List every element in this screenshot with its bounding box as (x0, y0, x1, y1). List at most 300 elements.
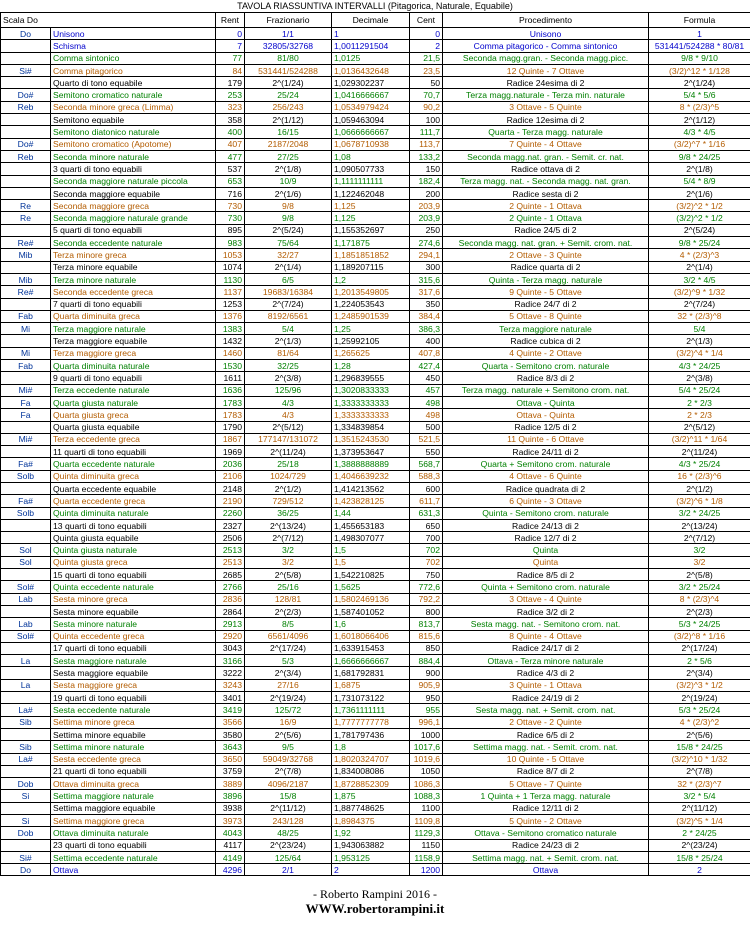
formula-cell: 2^(11/24) (649, 446, 750, 458)
fraction-cell: 4/3 (245, 409, 332, 421)
interval-name-cell: Quarta giusta naturale (51, 396, 216, 408)
table-row (1, 187, 750, 199)
note-cell (1, 114, 51, 126)
note-cell: Re# (1, 286, 51, 298)
interval-name-cell: Quarta eccedente greca (51, 495, 216, 507)
table-row (1, 458, 750, 470)
formula-cell: 2^(2/3) (649, 605, 750, 617)
decimal-cell: 1,090507733 (332, 163, 410, 175)
note-cell (1, 421, 51, 433)
procedure-cell: Settima magg. nat. - Semit. crom. nat. (443, 741, 649, 753)
formula-cell: 2^(5/8) (649, 569, 750, 581)
note-cell (1, 163, 51, 175)
decimal-cell: 1,08 (332, 150, 410, 162)
fraction-cell: 2^(5/24) (245, 224, 332, 236)
table-row (1, 138, 750, 150)
rent-cell: 1383 (216, 323, 245, 335)
procedure-cell: Ottava - Terza minore naturale (443, 655, 649, 667)
table-row (1, 741, 750, 753)
header-scala: Scala Do (1, 13, 216, 28)
note-cell: Si# (1, 851, 51, 863)
rent-cell: 77 (216, 52, 245, 64)
cent-cell: 113,7 (410, 138, 443, 150)
note-cell (1, 728, 51, 740)
interval-name-cell: Sesta maggiore naturale (51, 655, 216, 667)
table-header-row (1, 13, 750, 28)
table-row (1, 212, 750, 224)
cent-cell: 1088,3 (410, 790, 443, 802)
cent-cell: 1017,6 (410, 741, 443, 753)
decimal-cell: 1,953125 (332, 851, 410, 863)
procedure-cell: 6 Quinte - 3 Ottave (443, 495, 649, 507)
cent-cell: 50 (410, 77, 443, 89)
fraction-cell: 2^(7/12) (245, 532, 332, 544)
decimal-cell: 1,0136432648 (332, 64, 410, 76)
formula-cell: 32 * (2/3)^7 (649, 778, 750, 790)
note-cell: Mib (1, 249, 51, 261)
cent-cell: 955 (410, 704, 443, 716)
formula-cell: 8 * (2/3)^4 (649, 593, 750, 605)
fraction-cell: 2^(1/4) (245, 261, 332, 273)
formula-cell: 2^(7/8) (649, 765, 750, 777)
table-row (1, 335, 750, 347)
cent-cell: 70,7 (410, 89, 443, 101)
interval-name-cell: Quinta giusta greca (51, 556, 216, 568)
fraction-cell: 4096/2187 (245, 778, 332, 790)
fraction-cell: 2^(7/8) (245, 765, 332, 777)
note-cell: La# (1, 704, 51, 716)
cent-cell: 1200 (410, 864, 443, 876)
note-cell (1, 187, 51, 199)
interval-name-cell: 9 quarti di tono equabili (51, 372, 216, 384)
table-row (1, 851, 750, 863)
table-row (1, 581, 750, 593)
table-row (1, 298, 750, 310)
cent-cell: 1109,8 (410, 815, 443, 827)
fraction-cell: 2^(3/4) (245, 667, 332, 679)
formula-cell: (3/2)^8 * 1/16 (649, 630, 750, 642)
fraction-cell: 2^(2/3) (245, 605, 332, 617)
table-row (1, 40, 750, 52)
note-cell: Do# (1, 89, 51, 101)
cent-cell: 1100 (410, 802, 443, 814)
interval-name-cell: Terza maggiore greca (51, 347, 216, 359)
cent-cell: 21,5 (410, 52, 443, 64)
procedure-cell: Radice 24/23 di 2 (443, 839, 649, 851)
cent-cell: 498 (410, 396, 443, 408)
procedure-cell: 5 Quinte - 2 Ottave (443, 815, 649, 827)
procedure-cell: Settima magg. nat. + Semit. crom. nat. (443, 851, 649, 863)
procedure-cell: Radice 24esima di 2 (443, 77, 649, 89)
formula-cell: 3/2 * 24/25 (649, 507, 750, 519)
fraction-cell: 2^(1/12) (245, 114, 332, 126)
rent-cell: 3643 (216, 741, 245, 753)
rent-cell: 1867 (216, 433, 245, 445)
table-row (1, 347, 750, 359)
table-row (1, 433, 750, 445)
procedure-cell: Ottava - Quinta (443, 409, 649, 421)
fraction-cell: 2187/2048 (245, 138, 332, 150)
rent-cell: 3243 (216, 679, 245, 691)
procedure-cell: Radice 24/13 di 2 (443, 519, 649, 531)
rent-cell: 3759 (216, 765, 245, 777)
cent-cell: 550 (410, 446, 443, 458)
cent-cell: 568,7 (410, 458, 443, 470)
rent-cell: 179 (216, 77, 245, 89)
note-cell (1, 519, 51, 531)
fraction-cell: 2^(1/2) (245, 482, 332, 494)
table-row (1, 237, 750, 249)
header-procedimento: Procedimento (443, 13, 649, 28)
intervals-table (0, 12, 750, 876)
note-cell: Sol# (1, 630, 51, 642)
decimal-cell: 1,125 (332, 212, 410, 224)
decimal-cell: 1,5802469136 (332, 593, 410, 605)
decimal-cell: 1,1111111111 (332, 175, 410, 187)
note-cell: Mi# (1, 433, 51, 445)
cent-cell: 250 (410, 224, 443, 236)
note-cell: Do (1, 864, 51, 876)
fraction-cell: 48/25 (245, 827, 332, 839)
rent-cell: 2864 (216, 605, 245, 617)
note-cell: Reb (1, 101, 51, 113)
decimal-cell: 1,265625 (332, 347, 410, 359)
table-row (1, 630, 750, 642)
table-row (1, 667, 750, 679)
fraction-cell: 16/9 (245, 716, 332, 728)
fraction-cell: 27/16 (245, 679, 332, 691)
table-row (1, 482, 750, 494)
cent-cell: 386,3 (410, 323, 443, 335)
cent-cell: 274,6 (410, 237, 443, 249)
procedure-cell: Terza magg. naturale + Semitono crom. nat. (443, 384, 649, 396)
rent-cell: 895 (216, 224, 245, 236)
formula-cell: 2^(13/24) (649, 519, 750, 531)
table-row (1, 249, 750, 261)
fraction-cell: 6/5 (245, 273, 332, 285)
formula-cell: 2^(1/8) (649, 163, 750, 175)
formula-cell: (3/2)^2 * 1/2 (649, 212, 750, 224)
interval-name-cell: Quinta eccedente naturale (51, 581, 216, 593)
procedure-cell: Radice 12esima di 2 (443, 114, 649, 126)
procedure-cell: Seconda magg.gran. - Seconda magg.picc. (443, 52, 649, 64)
formula-cell: (3/2)^2 * 1/2 (649, 200, 750, 212)
table-row (1, 150, 750, 162)
table-row (1, 692, 750, 704)
rent-cell: 7 (216, 40, 245, 52)
decimal-cell: 1,25 (332, 323, 410, 335)
interval-name-cell: Terza minore naturale (51, 273, 216, 285)
cent-cell: 850 (410, 642, 443, 654)
table-row (1, 310, 750, 322)
decimal-cell: 1,224053543 (332, 298, 410, 310)
note-cell (1, 298, 51, 310)
procedure-cell: 3 Ottave - 4 Quinte (443, 593, 649, 605)
note-cell (1, 175, 51, 187)
fraction-cell: 5/3 (245, 655, 332, 667)
table-row (1, 802, 750, 814)
formula-cell: 16 * (2/3)^6 (649, 470, 750, 482)
rent-cell: 400 (216, 126, 245, 138)
procedure-cell: 5 Ottave - 7 Quinte (443, 778, 649, 790)
formula-cell: 2^(5/12) (649, 421, 750, 433)
footer-author: - Roberto Rampini 2016 - (313, 887, 437, 901)
procedure-cell: Radice 8/7 di 2 (443, 765, 649, 777)
interval-name-cell: Ottava diminuita naturale (51, 827, 216, 839)
interval-name-cell: Seconda maggiore naturale grande (51, 212, 216, 224)
decimal-cell: 1,6666666667 (332, 655, 410, 667)
procedure-cell: Quarta + Semitono crom. naturale (443, 458, 649, 470)
table-row (1, 175, 750, 187)
fraction-cell: 2^(5/8) (245, 569, 332, 581)
decimal-cell: 1,3515243530 (332, 433, 410, 445)
formula-cell: 3/2 * 4/5 (649, 273, 750, 285)
note-cell: Fab (1, 360, 51, 372)
formula-cell: 3/2 (649, 556, 750, 568)
fraction-cell: 125/64 (245, 851, 332, 863)
note-cell: Solb (1, 470, 51, 482)
fraction-cell: 2^(5/6) (245, 728, 332, 740)
cent-cell: 1019,6 (410, 753, 443, 765)
decimal-cell: 1,834008086 (332, 765, 410, 777)
rent-cell: 2106 (216, 470, 245, 482)
table-row (1, 790, 750, 802)
rent-cell: 983 (216, 237, 245, 249)
procedure-cell: Radice 12/7 di 2 (443, 532, 649, 544)
table-row (1, 704, 750, 716)
decimal-cell: 1,0011291504 (332, 40, 410, 52)
procedure-cell: Radice 6/5 di 2 (443, 728, 649, 740)
fraction-cell: 3/2 (245, 556, 332, 568)
table-row (1, 839, 750, 851)
procedure-cell: Terza maggiore naturale (443, 323, 649, 335)
procedure-cell: 8 Quinte - 4 Ottave (443, 630, 649, 642)
fraction-cell: 25/18 (245, 458, 332, 470)
note-cell: Lab (1, 593, 51, 605)
cent-cell: 800 (410, 605, 443, 617)
interval-name-cell: Terza maggiore naturale (51, 323, 216, 335)
fraction-cell: 6561/4096 (245, 630, 332, 642)
fraction-cell: 729/512 (245, 495, 332, 507)
cent-cell: 884,4 (410, 655, 443, 667)
cent-cell: 996,1 (410, 716, 443, 728)
formula-cell: (3/2)^3 * 1/2 (649, 679, 750, 691)
procedure-cell: Radice 4/3 di 2 (443, 667, 649, 679)
procedure-cell: 3 Quinte - 1 Ottava (443, 679, 649, 691)
decimal-cell: 1,7361111111 (332, 704, 410, 716)
note-cell (1, 532, 51, 544)
interval-name-cell: 3 quarti di tono equabili (51, 163, 216, 175)
table-row (1, 618, 750, 630)
table-row (1, 507, 750, 519)
table-row (1, 396, 750, 408)
fraction-cell: 10/9 (245, 175, 332, 187)
fraction-cell: 531441/524288 (245, 64, 332, 76)
decimal-cell: 1,5 (332, 544, 410, 556)
decimal-cell: 1,8728852309 (332, 778, 410, 790)
note-cell: Re (1, 212, 51, 224)
interval-name-cell: Quinta giusta equabile (51, 532, 216, 544)
fraction-cell: 2^(23/24) (245, 839, 332, 851)
note-cell (1, 482, 51, 494)
rent-cell: 4149 (216, 851, 245, 863)
note-cell: Sib (1, 716, 51, 728)
formula-cell: 531441/524288 * 80/81 (649, 40, 750, 52)
decimal-cell: 1,731073122 (332, 692, 410, 704)
cent-cell: 150 (410, 163, 443, 175)
note-cell: Re (1, 200, 51, 212)
note-cell: Dob (1, 827, 51, 839)
formula-cell: (3/2)^7 * 1/16 (649, 138, 750, 150)
procedure-cell: Radice sesta di 2 (443, 187, 649, 199)
formula-cell: 2^(3/4) (649, 667, 750, 679)
note-cell: Reb (1, 150, 51, 162)
interval-name-cell: Sesta minore equabile (51, 605, 216, 617)
table-row (1, 495, 750, 507)
rent-cell: 3222 (216, 667, 245, 679)
rent-cell: 3043 (216, 642, 245, 654)
cent-cell: 905,9 (410, 679, 443, 691)
note-cell (1, 77, 51, 89)
rent-cell: 358 (216, 114, 245, 126)
interval-name-cell: Ottava diminuita greca (51, 778, 216, 790)
fraction-cell: 9/5 (245, 741, 332, 753)
formula-cell: 2^(1/2) (649, 482, 750, 494)
interval-name-cell: Sesta maggiore greca (51, 679, 216, 691)
note-cell: Lab (1, 618, 51, 630)
decimal-cell: 1,5625 (332, 581, 410, 593)
formula-cell: 2 (649, 864, 750, 876)
fraction-cell: 9/8 (245, 200, 332, 212)
cent-cell: 133,2 (410, 150, 443, 162)
rent-cell: 2913 (216, 618, 245, 630)
note-cell: La# (1, 753, 51, 765)
procedure-cell: 1 Quinta + 1 Terza magg. naturale (443, 790, 649, 802)
rent-cell: 3580 (216, 728, 245, 740)
decimal-cell: 1,2013549805 (332, 286, 410, 298)
procedure-cell: 5 Ottave - 8 Quinte (443, 310, 649, 322)
decimal-cell: 1,373953647 (332, 446, 410, 458)
procedure-cell: Quarta - Terza magg. naturale (443, 126, 649, 138)
formula-cell: (3/2)^10 * 1/32 (649, 753, 750, 765)
interval-name-cell: Settima maggiore greca (51, 815, 216, 827)
note-cell: Fa (1, 396, 51, 408)
decimal-cell: 1,498307077 (332, 532, 410, 544)
note-cell: Fab (1, 310, 51, 322)
interval-name-cell: Quinta giusta naturale (51, 544, 216, 556)
table-row (1, 753, 750, 765)
rent-cell: 3938 (216, 802, 245, 814)
decimal-cell: 1,6018066406 (332, 630, 410, 642)
interval-name-cell: Semitono cromatico naturale (51, 89, 216, 101)
decimal-cell: 1,334839854 (332, 421, 410, 433)
rent-cell: 1074 (216, 261, 245, 273)
cent-cell: 1086,3 (410, 778, 443, 790)
decimal-cell: 1,6875 (332, 679, 410, 691)
cent-cell: 813,7 (410, 618, 443, 630)
rent-cell: 2506 (216, 532, 245, 544)
table-row (1, 519, 750, 531)
fraction-cell: 8192/6561 (245, 310, 332, 322)
cent-cell: 702 (410, 544, 443, 556)
rent-cell: 1969 (216, 446, 245, 458)
note-cell: Re# (1, 237, 51, 249)
note-cell: Do# (1, 138, 51, 150)
fraction-cell: 125/72 (245, 704, 332, 716)
note-cell (1, 335, 51, 347)
cent-cell: 631,3 (410, 507, 443, 519)
cent-cell: 450 (410, 372, 443, 384)
decimal-cell: 1,414213562 (332, 482, 410, 494)
formula-cell: 2^(3/8) (649, 372, 750, 384)
interval-name-cell: Sesta eccedente greca (51, 753, 216, 765)
table-row (1, 421, 750, 433)
formula-cell: 2^(1/3) (649, 335, 750, 347)
interval-name-cell: Settima minore equabile (51, 728, 216, 740)
formula-cell: 9/8 * 24/25 (649, 150, 750, 162)
note-cell (1, 667, 51, 679)
fraction-cell: 59049/32768 (245, 753, 332, 765)
rent-cell: 1636 (216, 384, 245, 396)
procedure-cell: 7 Quinte - 4 Ottave (443, 138, 649, 150)
table-row (1, 52, 750, 64)
table-row (1, 544, 750, 556)
fraction-cell: 243/128 (245, 815, 332, 827)
formula-cell: 2^(1/24) (649, 77, 750, 89)
formula-cell: 2 * 24/25 (649, 827, 750, 839)
note-cell (1, 569, 51, 581)
rent-cell: 730 (216, 212, 245, 224)
procedure-cell: Radice 24/5 di 2 (443, 224, 649, 236)
rent-cell: 1460 (216, 347, 245, 359)
procedure-cell: Unisono (443, 28, 649, 40)
formula-cell: 4 * (2/3)^2 (649, 716, 750, 728)
note-cell (1, 40, 51, 52)
table-row (1, 126, 750, 138)
procedure-cell: 2 Ottave - 2 Quinte (443, 716, 649, 728)
decimal-cell: 1,875 (332, 790, 410, 802)
cent-cell: 2 (410, 40, 443, 52)
formula-cell: 2 * 2/3 (649, 409, 750, 421)
procedure-cell: Quinta + Semitono crom. naturale (443, 581, 649, 593)
interval-name-cell: Terza eccedente greca (51, 433, 216, 445)
decimal-cell: 1 (332, 28, 410, 40)
rent-cell: 3973 (216, 815, 245, 827)
rent-cell: 2190 (216, 495, 245, 507)
interval-name-cell: Seconda minore greca (Limma) (51, 101, 216, 113)
fraction-cell: 32805/32768 (245, 40, 332, 52)
procedure-cell: 10 Quinte - 5 Ottave (443, 753, 649, 765)
interval-name-cell: Quarta eccedente equabile (51, 482, 216, 494)
rent-cell: 1783 (216, 409, 245, 421)
decimal-cell: 1,781797436 (332, 728, 410, 740)
formula-cell: 5/3 * 25/24 (649, 704, 750, 716)
procedure-cell: 9 Quinte - 5 Ottave (443, 286, 649, 298)
note-cell (1, 642, 51, 654)
formula-cell: (3/2)^6 * 1/8 (649, 495, 750, 507)
interval-name-cell: 7 quarti di tono equabili (51, 298, 216, 310)
formula-cell: 32 * (2/3)^8 (649, 310, 750, 322)
formula-cell: 15/8 * 24/25 (649, 741, 750, 753)
fraction-cell: 2^(7/24) (245, 298, 332, 310)
procedure-cell: Radice 12/11 di 2 (443, 802, 649, 814)
table-row (1, 728, 750, 740)
decimal-cell: 1,029302237 (332, 77, 410, 89)
formula-cell: 2^(19/24) (649, 692, 750, 704)
formula-cell: 3/2 (649, 544, 750, 556)
cent-cell: 23,5 (410, 64, 443, 76)
interval-name-cell: Settima eccedente naturale (51, 851, 216, 863)
